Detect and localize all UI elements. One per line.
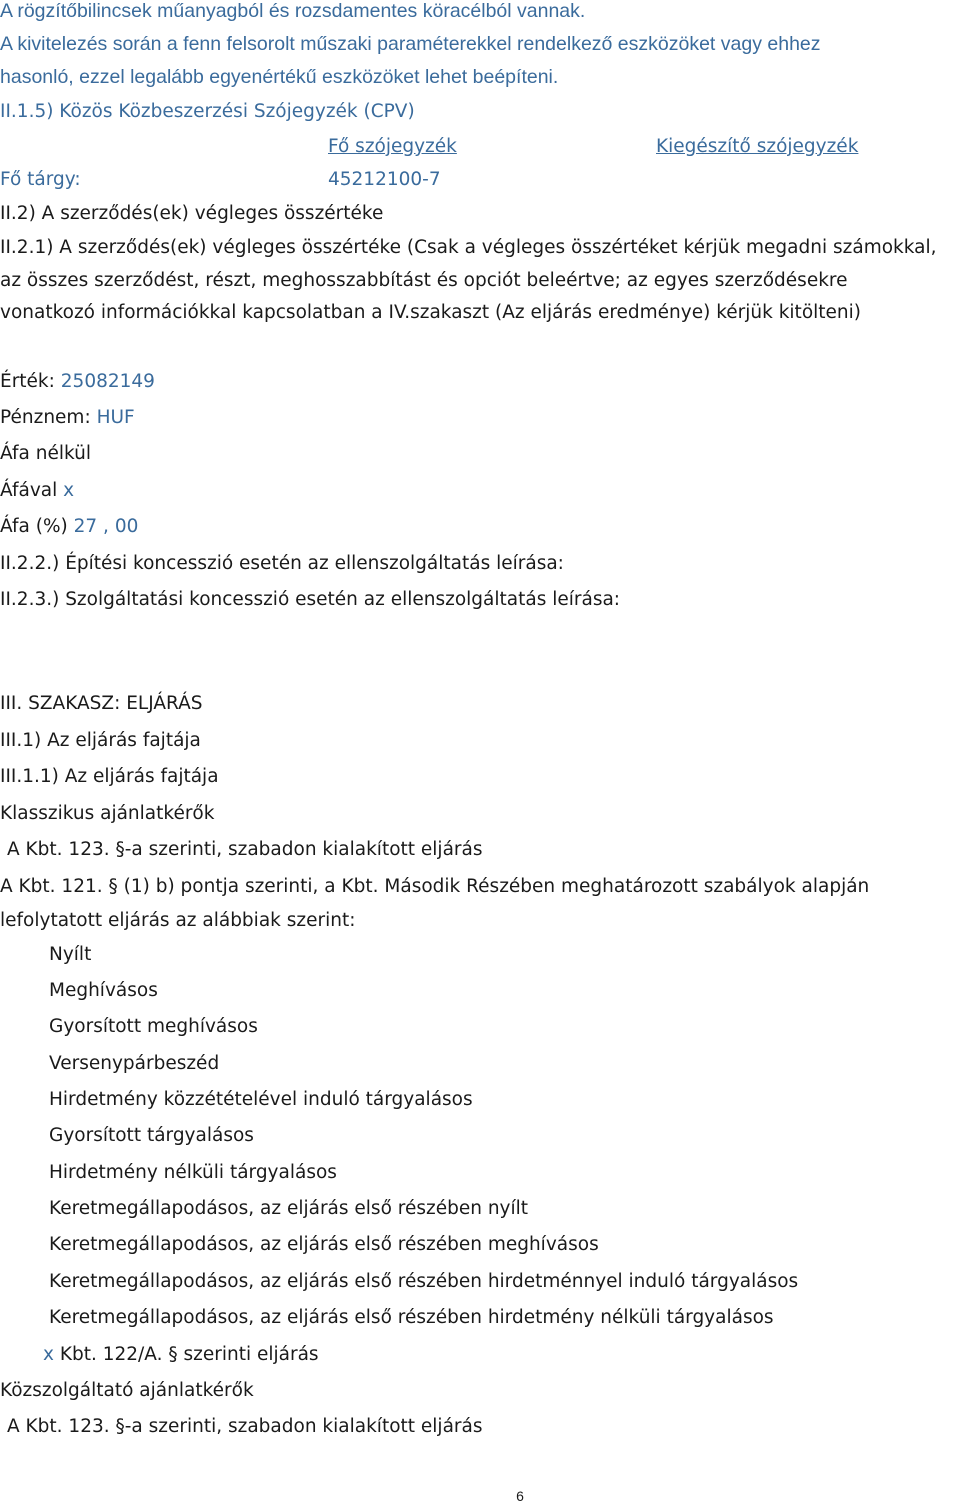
procedure-option: Gyorsított meghívásos [49,1016,258,1037]
kbt-121-procedure: A Kbt. 121. § (1) b) pontja szerinti, a Kbt. Második Részében meghatározott szabályok alapján lefolytatott eljárás az alábbiak szerint: [0,876,870,931]
procedure-type-subheading: III.1.1) Az eljárás fajtája [0,766,219,787]
vat-rate-row [0,516,138,538]
vat-rate-label: Áfa (%) [0,516,68,537]
procedure-option: Nyílt [49,944,92,965]
currency-label: Pénznem: [0,407,91,428]
contract-value-heading: II.2) A szerződés(ek) végleges összértéke [0,203,384,224]
vat-excluded: Áfa nélkül [0,443,91,464]
value-amount: 25082149 [60,371,155,392]
value-label: Érték: [0,371,55,392]
vat-included-row [0,480,74,502]
contract-value-description: II.2.1) A szerződés(ek) végleges összértéke (Csak a végleges összértéket kérjük megadni számokkal, az összes szerződést, részt, meghosszabbítást és opciót beleértve; az egyes szerződésekre vonatkozó információkkal kapcsolatban a IV.szakaszt (Az eljárás eredménye) kérjük kitölteni) [0,237,937,323]
cpv-main-subject-label: Fő tárgy: [0,169,81,190]
section-iii-heading: III. SZAKASZ: ELJÁRÁS [0,693,203,714]
intro-line-2: A kivitelezés során a fenn felsorolt műszaki paraméterekkel rendelkező eszközöket vagy ehhez [0,33,821,55]
building-concession-heading: II.2.2.) Építési koncesszió esetén az ellenszolgáltatás leírása: [0,553,564,574]
kbt-122a-label: Kbt. 122/A. § szerinti eljárás [59,1344,319,1365]
classic-contracting-authorities: Klasszikus ajánlatkérők [0,803,215,824]
page-number: 6 [516,1488,524,1504]
currency-value: HUF [96,407,135,428]
utility-contracting-authorities: Közszolgáltató ajánlatkérők [0,1380,254,1401]
cpv-heading: II.1.5) Közös Közbeszerzési Szójegyzék (CPV) [0,101,415,122]
cpv-main-vocabulary-header: Fő szójegyzék [328,136,457,157]
currency-row [0,407,135,429]
procedure-option: Keretmegállapodásos, az eljárás első részében nyílt [49,1198,529,1219]
procedure-option: Versenypárbeszéd [49,1053,220,1074]
cpv-supplementary-vocabulary-header: Kiegészítő szójegyzék [656,136,859,157]
vat-rate-value: 27 , 00 [73,516,139,537]
service-concession-heading: II.2.3.) Szolgáltatási koncesszió esetén az ellenszolgáltatás leírása: [0,589,621,610]
procedure-type-heading: III.1) Az eljárás fajtája [0,730,201,751]
procedure-option: Meghívásos [49,980,158,1001]
procedure-option: Gyorsított tárgyalásos [49,1125,254,1146]
cpv-main-subject-code: 45212100-7 [328,169,441,190]
procedure-option: Hirdetmény nélküli tárgyalásos [49,1162,337,1183]
vat-included-label: Áfával [0,480,58,501]
intro-line-1: A rögzítőbilincsek műanyagból és rozsdamentes köracélból vannak. [0,0,586,22]
procedure-option: Keretmegállapodásos, az eljárás első részében hirdetmény nélküli tárgyalásos [49,1307,774,1328]
procedure-option: Hirdetmény közzétételével induló tárgyalásos [49,1089,473,1110]
vat-included-mark: x [63,480,75,501]
value-row [0,371,155,393]
procedure-option: Keretmegállapodásos, az eljárás első részében meghívásos [49,1234,599,1255]
kbt-122a-mark: x [43,1344,54,1365]
kbt-123-procedure: A Kbt. 123. §-a szerinti, szabadon kialakított eljárás [7,839,483,860]
intro-line-3: hasonló, ezzel legalább egyenértékű eszközöket lehet beépíteni. [0,66,559,88]
kbt-123-procedure-utility: A Kbt. 123. §-a szerinti, szabadon kialakított eljárás [7,1416,483,1437]
procedure-option: Keretmegállapodásos, az eljárás első részében hirdetménnyel induló tárgyalásos [49,1271,799,1292]
kbt-122a-row [43,1344,319,1366]
